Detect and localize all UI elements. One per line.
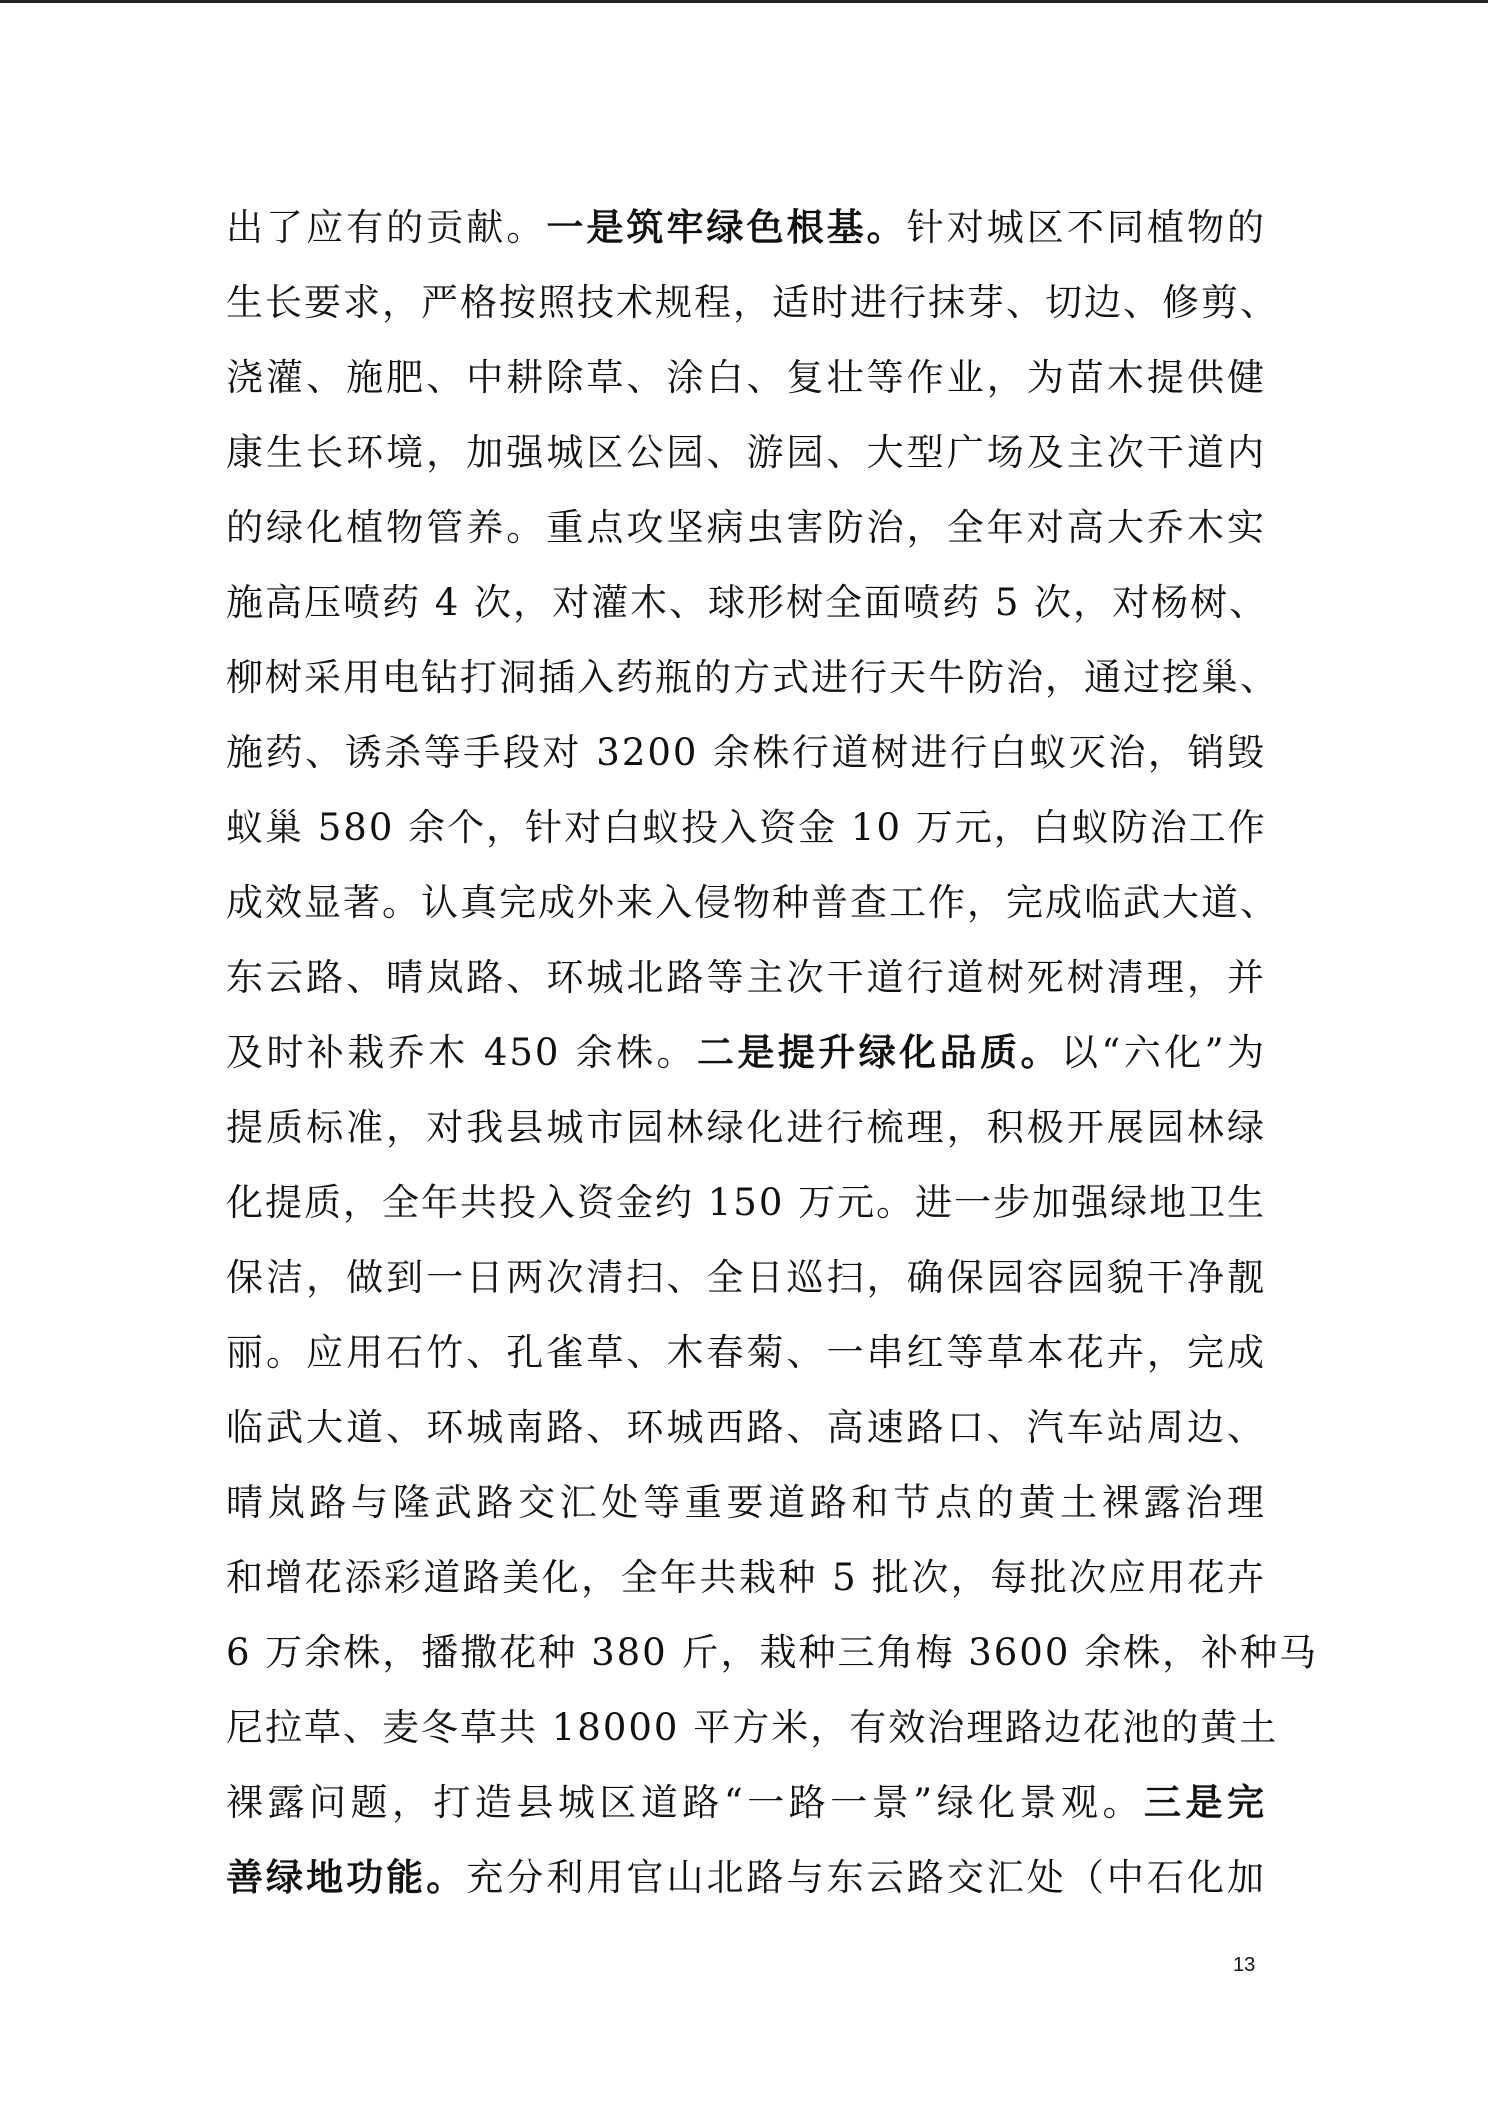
document-body [226,190,1319,1915]
text-line [226,190,1266,265]
highlighted-phrase: 善绿地功能。 [226,1856,467,1899]
text-segment: 出了应有的贡献。 [226,206,547,249]
text-segment: 浇灌、施肥、中耕除草、涂白、复壮等作业，为苗木提供健 [226,356,1266,399]
text-segment: 针对城区不同植物的 [906,206,1267,249]
text-line [226,790,1266,865]
text-line [226,265,1279,340]
text-line [226,1690,1279,1765]
text-segment: 生长要求，严格按照技术规程，适时进行抹芽、切边、修剪、 [226,281,1279,324]
text-line [226,340,1266,415]
text-segment: 裸露问题，打造县城区道路“一路一景”绿化景观。 [226,1781,1145,1824]
text-segment: 充分利用官山北路与东云路交汇处（中石化加 [466,1856,1267,1899]
text-segment: 东云路、晴岚路、环城北路等主次干道行道树死树清理，并 [226,956,1266,999]
text-segment: 临武大道、环城南路、环城西路、高速路口、汽车站周边、 [226,1406,1266,1449]
text-segment: 柳树采用电钻打洞插入药瓶的方式进行天牛防治，通过挖巢、 [226,656,1279,699]
text-segment: 提质标准，对我县城市园林绿化进行梳理，积极开展园林绿 [226,1106,1266,1149]
text-line [226,1015,1266,1090]
text-segment: 化提质，全年共投入资金约 150 万元。进一步加强绿地卫生 [226,1181,1267,1224]
text-segment: 6 万余株，播撒花种 380 斤，栽种三角梅 3600 余株，补种马 [226,1631,1319,1674]
text-line [226,1315,1266,1390]
text-line [226,1615,1319,1690]
highlighted-phrase: 三是完 [1144,1781,1266,1824]
text-line [226,865,1279,940]
text-line [226,715,1266,790]
text-segment: 施高压喷药 4 次，对灌木、球形树全面喷药 5 次，对杨树、 [226,581,1269,624]
highlighted-phrase: 二是提升绿化品质。 [696,1031,1061,1074]
text-segment: 的绿化植物管养。重点攻坚病虫害防治，全年对高大乔木实 [226,506,1266,549]
highlighted-phrase: 一是筑牢绿色根基。 [546,206,907,249]
text-line [226,1840,1266,1915]
text-line [226,1765,1266,1840]
text-line [226,490,1266,565]
text-segment: 蚁巢 580 余个，针对白蚁投入资金 10 万元，白蚁防治工作 [226,806,1267,849]
page-number: 13 [1233,1954,1256,1976]
text-segment: 施药、诱杀等手段对 3200 余株行道树进行白蚁灭治，销毁 [226,731,1266,774]
text-line [226,1240,1266,1315]
text-line [226,1165,1266,1240]
text-segment: 晴岚路与隆武路交汇处等重要道路和节点的黄土裸露治理 [226,1481,1266,1524]
text-line [226,1390,1266,1465]
text-segment: 丽。应用石竹、孔雀草、木春菊、一串红等草本花卉，完成 [226,1331,1266,1374]
text-line [226,1090,1266,1165]
text-segment: 和增花添彩道路美化，全年共栽种 5 批次，每批次应用花卉 [226,1556,1266,1599]
text-line [226,940,1266,1015]
text-segment: 尼拉草、麦冬草共 18000 平方米，有效治理路边花池的黄土 [226,1706,1279,1749]
text-line [226,1465,1266,1540]
text-line [226,565,1269,640]
text-segment: 保洁，做到一日两次清扫、全日巡扫，确保园容园貌干净靓 [226,1256,1266,1299]
text-line [226,415,1266,490]
text-line [226,1540,1266,1615]
text-segment: 成效显著。认真完成外来入侵物种普查工作，完成临武大道、 [226,881,1279,924]
text-segment: 及时补栽乔木 450 余株。 [226,1031,697,1074]
top-border-line [0,0,1488,3]
text-line [226,640,1279,715]
text-segment: 康生长环境，加强城区公园、游园、大型广场及主次干道内 [226,431,1266,474]
text-segment: 以“六化”为 [1060,1031,1266,1074]
